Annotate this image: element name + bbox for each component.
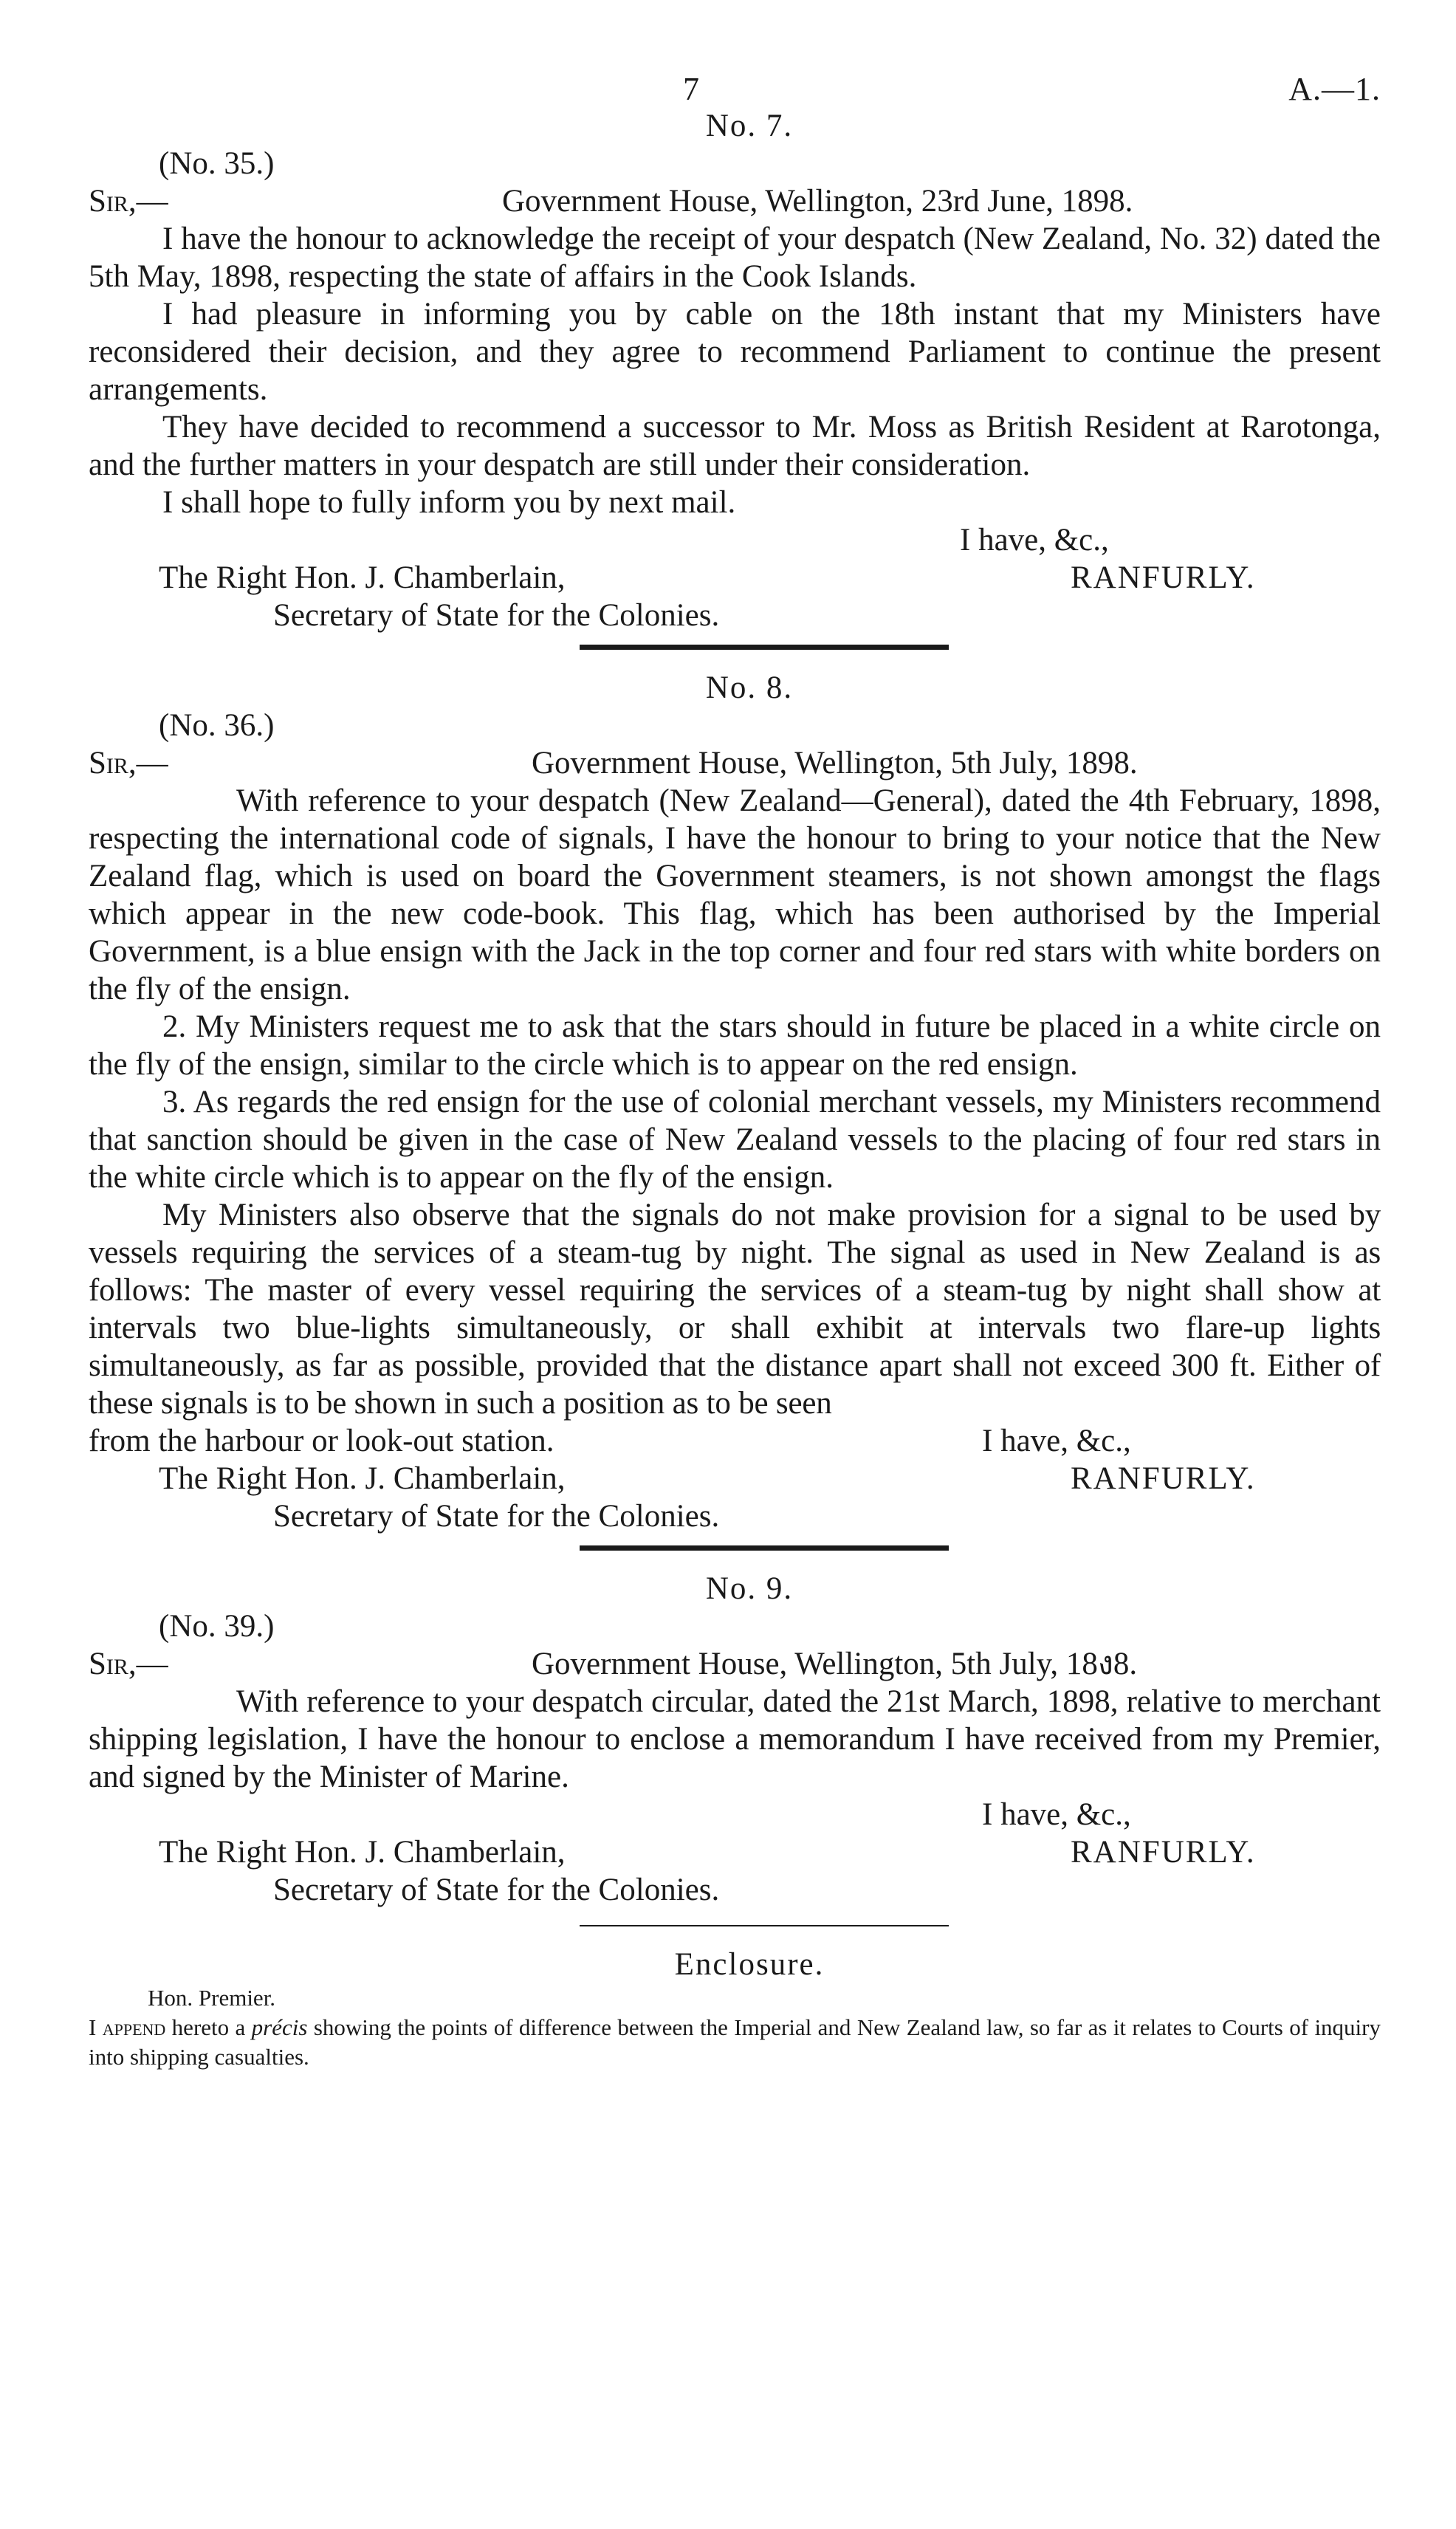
addressee-line [89, 1833, 1381, 1871]
addressee-title: Secretary of State for the Colonies. [273, 598, 720, 633]
closing-line [89, 1796, 1381, 1833]
signature: RANFURLY. [1071, 1461, 1256, 1496]
memo-text: showing the points of difference between the Imperial and New Zealand law, so far as it relates to Courts of inquiry into shipping casualties. [89, 2014, 1381, 2070]
dateline [89, 744, 1381, 782]
closing-formula: I have, &c., [982, 1424, 1131, 1458]
addressee: The Right Hon. J. Chamberlain, [159, 1835, 566, 1870]
memo-italic-term: précis [251, 2014, 308, 2040]
place-date: Government House, Wellington, 23rd June, 1898. [502, 184, 1133, 219]
section-divider [580, 1545, 949, 1551]
closing-line [89, 521, 1381, 559]
addressee-title: Secretary of State for the Colonies. [273, 1873, 720, 1907]
enclosure-heading: Enclosure. [674, 1947, 825, 1982]
closing-line [89, 1422, 1381, 1460]
addressee-line [89, 1460, 1381, 1497]
place-date: Government House, Wellington, 5th July, 1898. [532, 746, 1138, 780]
despatch-no-9 [89, 1570, 1381, 1909]
addressee: The Right Hon. J. Chamberlain, [159, 560, 566, 595]
signature: RANFURLY. [1071, 560, 1256, 595]
closing-formula: I have, &c., [982, 1797, 1131, 1832]
paragraph: They have decided to recommend a successor to Mr. Moss as British Resident at Rarotonga, and the further matters in your despatch are still under their consideration. [89, 410, 1381, 482]
section-divider [580, 645, 949, 650]
paragraph: 3. As regards the red ensign for the use of colonial merchant vessels, my Ministers recommend that sanction should be given in the case of New Zealand vessels to the placing of four red stars in the white circle which is to appear on the fly of the ensign. [89, 1085, 1381, 1195]
addressee-line [89, 559, 1381, 597]
document-page [89, 55, 1381, 2072]
despatch-number: (No. 39.) [159, 1609, 275, 1644]
paragraph: With reference to your despatch circular, dated the 21st March, 1898, relative to merchant shipping legislation, I have the honour to enclose a memorandum I have received from my Premier, and signed by the Minister of Marine. [89, 1684, 1381, 1794]
enclosure [89, 1946, 1381, 2072]
memo-recipient: Hon. Premier. [148, 1985, 276, 2011]
place-date: Government House, Wellington, 5th July, 18ง8. [532, 1647, 1138, 1681]
despatch-number: (No. 36.) [159, 708, 275, 743]
paragraph: I had pleasure in informing you by cable on the 18th instant that my Ministers have reconsidered their decision, and they agree to recommend Parliament to continue the present arrangements. [89, 297, 1381, 407]
closing-formula: I have, &c., [960, 523, 1109, 557]
despatch-no-7 [89, 107, 1381, 634]
salutation: Sir,— [89, 746, 168, 780]
despatch-number: (No. 35.) [159, 146, 275, 181]
addressee-title: Secretary of State for the Colonies. [273, 1499, 720, 1534]
page-header [89, 55, 1381, 107]
page-number: 7 [683, 71, 699, 107]
paragraph: With reference to your despatch (New Zealand—General), dated the 4th February, 1898, respecting the international code of signals, I have the honour to bring to your notice that the New Zealand flag, which is used on board the Government steamers, is not shown amongst the flags which appear in the new code-book. This flag, which has been authorised by the Imperial Government, is a blue ensign with the Jack in the top corner and four red stars with white borders on the fly of the ensign. [89, 783, 1381, 1006]
memo-text: hereto a [165, 2014, 252, 2040]
salutation: Sir,— [89, 1647, 168, 1681]
memo-lead-word: I append [89, 2014, 166, 2040]
despatch-no-8 [89, 669, 1381, 1535]
despatch-heading: No. 7. [705, 109, 794, 143]
addressee: The Right Hon. J. Chamberlain, [159, 1461, 566, 1496]
paragraph: 2. My Ministers request me to ask that the stars should in future be placed in a white circle on the fly of the ensign, similar to the circle which is to appear on the red ensign. [89, 1009, 1381, 1082]
paragraph: I shall hope to fully inform you by next mail. [162, 485, 736, 520]
memo-paragraph [89, 2013, 1381, 2072]
dateline [89, 182, 1381, 220]
enclosure-divider [580, 1925, 949, 1926]
paragraph: I have the honour to acknowledge the receipt of your despatch (New Zealand, No. 32) dated the 5th May, 1898, respecting the state of affairs in the Cook Islands. [89, 222, 1381, 294]
paragraph: My Ministers also observe that the signals do not make provision for a signal to be used by vessels requiring the services of a steam-tug by night. The signal as used in New Zealand is as follows: The master of every vessel requiring the services of a steam-tug by night shall show at intervals two blue-lights simultaneously, or shall exhibit at intervals two flare-up lights simultaneously, as far as possible, provided that the distance apart shall not exceed 300 ft. Either of these signals is to be shown in such a position as to be seen [89, 1198, 1381, 1421]
despatch-heading: No. 8. [705, 670, 794, 705]
dateline [89, 1645, 1381, 1683]
salutation: Sir,— [89, 184, 168, 219]
paragraph-end: from the harbour or look-out station. [89, 1424, 554, 1458]
signature: RANFURLY. [1071, 1835, 1256, 1870]
document-reference: A.—1. [1288, 71, 1381, 107]
despatch-heading: No. 9. [705, 1571, 794, 1606]
